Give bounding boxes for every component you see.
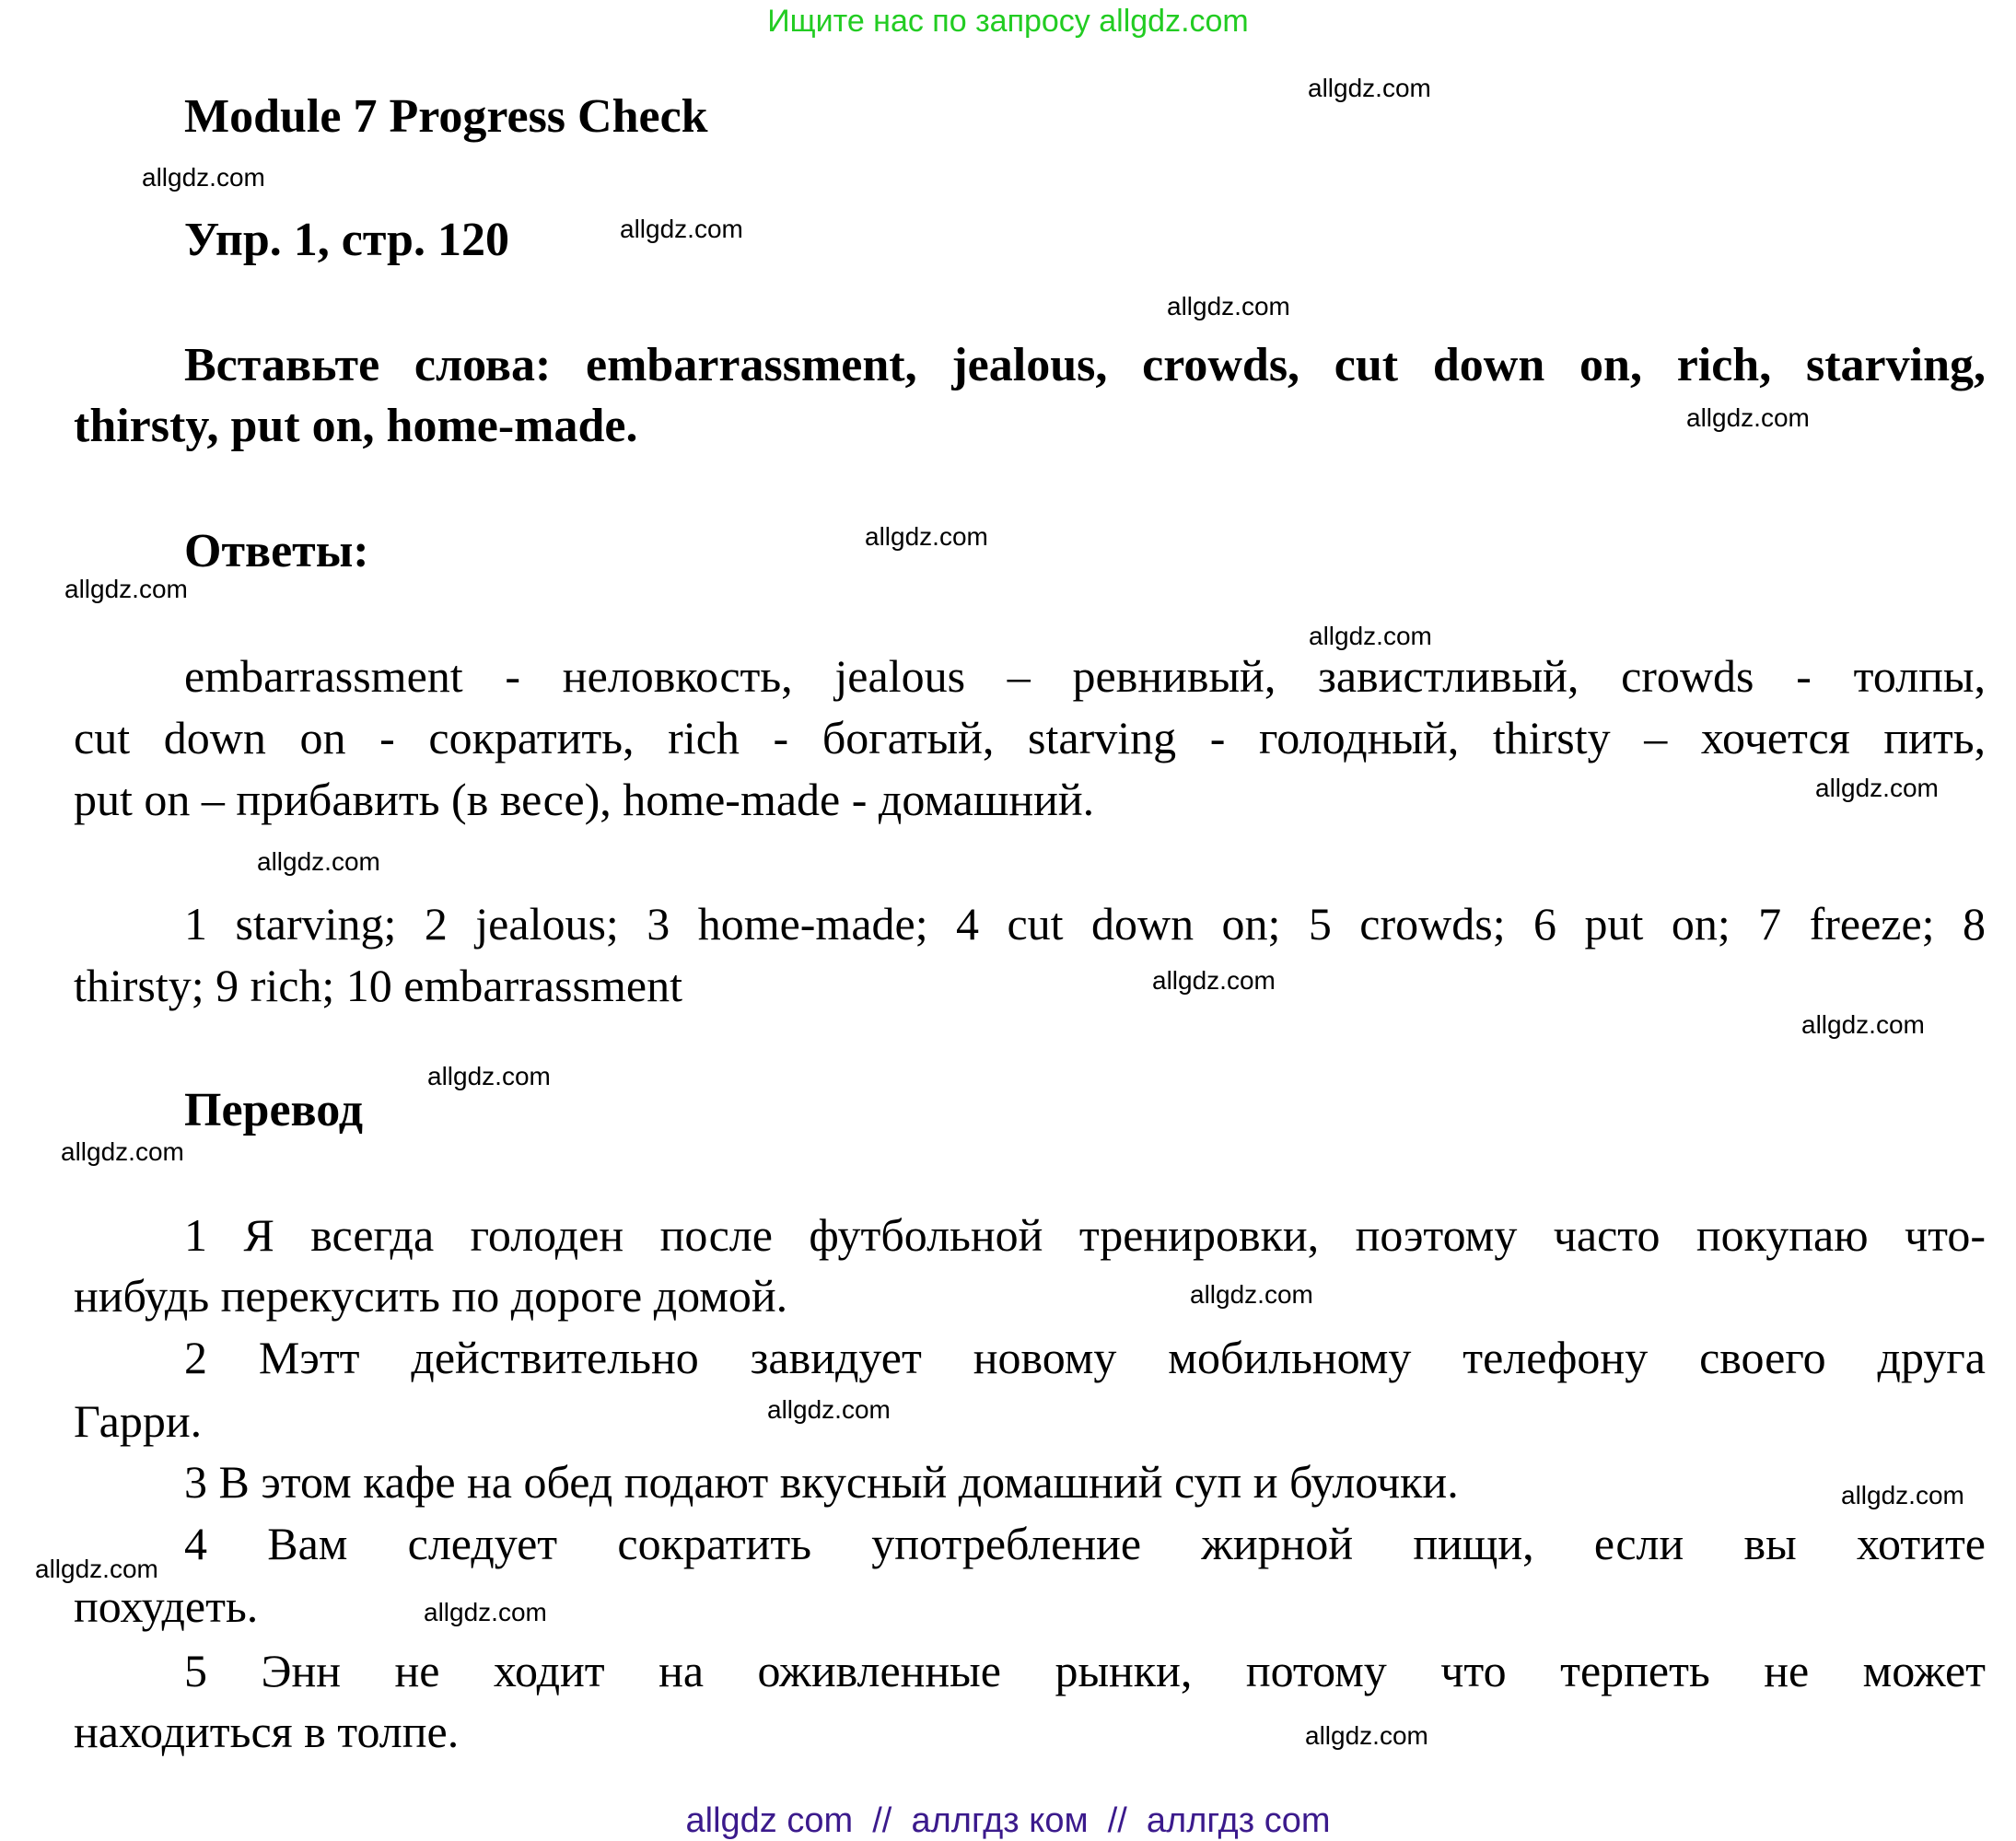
vocab-line-1: embarrassment - неловкость, jealous – ревнивый, завистливый, crowds - толпы, [184, 650, 1986, 702]
task-line-1: Вставьте слова: embarrassment, jealous, crowds, cut down on, rich, starving, [184, 339, 1986, 391]
watermark: allgdz.com [1801, 1010, 1925, 1039]
translation-line: нибудь перекусить по дороге домой. [74, 1270, 788, 1322]
watermark: allgdz.com [865, 522, 988, 551]
translation-line: 4 Вам следует сократить употребление жирной пищи, если вы хотите [184, 1518, 1986, 1569]
watermark: allgdz.com [142, 163, 265, 192]
vocab-line-2: cut down on - сократить, rich - богатый, starving - голодный, thirsty – хочется пить, [74, 712, 1986, 763]
watermark: allgdz.com [1308, 74, 1431, 102]
watermark: allgdz.com [1167, 292, 1290, 320]
watermark: allgdz.com [257, 847, 380, 876]
watermark: allgdz.com [64, 575, 188, 603]
translation-line: 5 Энн не ходит на оживленные рынки, потому что терпеть не может [184, 1645, 1986, 1696]
answer-line-2: thirsty; 9 rich; 10 embarrassment [74, 960, 682, 1011]
watermark: allgdz.com [620, 215, 743, 243]
watermark: allgdz.com [1815, 774, 1939, 802]
watermark: allgdz.com [1309, 622, 1432, 650]
watermark: allgdz.com [1686, 403, 1810, 432]
translation-line: 3 В этом кафе на обед подают вкусный домашний суп и булочки. [184, 1456, 1459, 1508]
vocab-line-3: put on – прибавить (в весе), home-made - домашний. [74, 774, 1095, 825]
answer-line-1: 1 starving; 2 jealous; 3 home-made; 4 cut down on; 5 crowds; 6 put on; 7 freeze; 8 [184, 898, 1986, 950]
watermark: allgdz.com [1841, 1481, 1964, 1509]
watermark: allgdz.com [35, 1555, 158, 1583]
top-banner: Ищите нас по запросу allgdz.com [767, 4, 1249, 39]
exercise-heading: Упр. 1, стр. 120 [184, 214, 509, 266]
translation-line: 2 Мэтт действительно завидует новому мобильному телефону своего друга [184, 1332, 1986, 1383]
translation-line: Гарри. [74, 1395, 203, 1447]
watermark: allgdz.com [1152, 966, 1276, 995]
watermark: allgdz.com [1190, 1280, 1313, 1309]
watermark: allgdz.com [424, 1598, 547, 1626]
task-line-2: thirsty, put on, home-made. [74, 400, 638, 452]
translation-line: 1 Я всегда голоден после футбольной тренировки, поэтому часто покупаю что- [184, 1209, 1986, 1261]
translation-line: похудеть. [74, 1580, 259, 1632]
watermark: allgdz.com [1305, 1721, 1428, 1750]
watermark: allgdz.com [427, 1062, 551, 1090]
translation-line: находиться в толпе. [74, 1706, 460, 1757]
answers-heading: Ответы: [184, 525, 369, 577]
translation-heading: Перевод [184, 1084, 364, 1136]
page-title: Module 7 Progress Check [184, 90, 708, 143]
footer-links: allgdz com // аллгдз ком // аллгдз com [685, 1801, 1331, 1840]
watermark: allgdz.com [61, 1137, 184, 1166]
watermark: allgdz.com [767, 1395, 891, 1424]
